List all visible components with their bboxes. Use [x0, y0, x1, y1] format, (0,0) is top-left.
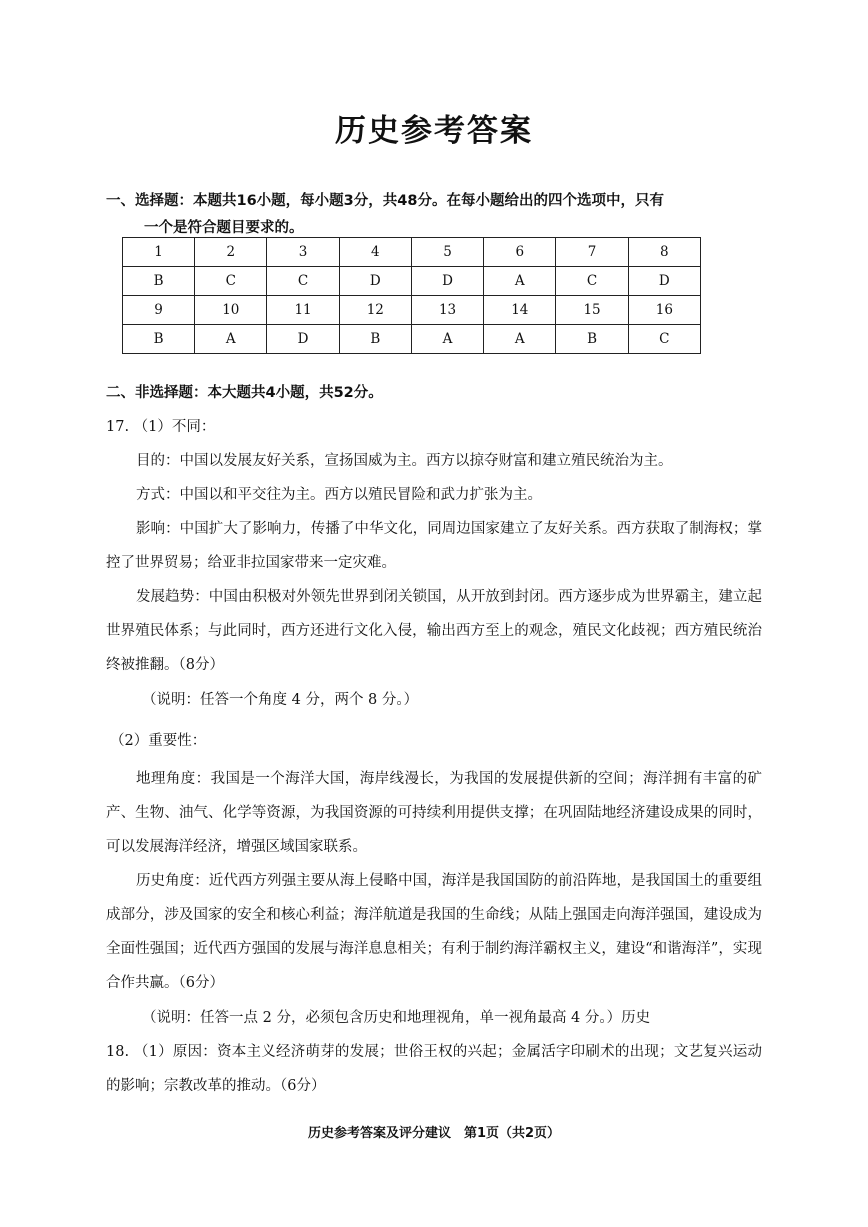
q18-part1: 18. （1）原因：资本主义经济萌芽的发展；世俗王权的兴起；金属活字印刷术的出现；文艺复兴运动的影响；宗教改革的推动。（6分）	[106, 1044, 762, 1094]
table-cell: 11	[267, 296, 339, 325]
table-cell: 16	[628, 296, 700, 325]
table-cell: 8	[628, 238, 700, 267]
page-title: 历史参考答案	[335, 113, 533, 149]
table-cell: C	[556, 267, 628, 296]
table-row	[123, 267, 701, 296]
table-row	[123, 296, 701, 325]
table-cell: 7	[556, 238, 628, 267]
table-cell: D	[628, 267, 700, 296]
table-cell: C	[195, 267, 267, 296]
table-cell: C	[267, 267, 339, 296]
table-cell: 6	[484, 238, 556, 267]
table-cell: C	[628, 325, 700, 354]
table-cell: A	[484, 267, 556, 296]
table-cell: D	[267, 325, 339, 354]
section2-heading: 二、非选择题：本大题共4小题，共52分。	[106, 385, 383, 401]
table-cell: 3	[267, 238, 339, 267]
page-footer: 历史参考答案及评分建议 第1页（共2页）	[307, 1126, 561, 1141]
q17-geo-angle: 地理角度：我国是一个海洋大国，海岸线漫长，为我国的发展提供新的空间；海洋拥有丰富的矿产、生物、油气、化学等资源，为我国资源的可持续利用提供支撑；在巩固陆地经济建设成果的同时，可以发展海洋经济，增强区域国家联系。	[106, 771, 762, 855]
table-cell: A	[484, 325, 556, 354]
table-cell: D	[411, 267, 483, 296]
table-cell: B	[123, 325, 195, 354]
q17-note2: （说明：任答一点 2 分，必须包含历史和地理视角，单一视角最高 4 分。）历史	[142, 1010, 651, 1026]
table-cell: B	[556, 325, 628, 354]
table-cell: 2	[195, 238, 267, 267]
q17-trend: 发展趋势：中国由积极对外领先世界到闭关锁国，从开放到封闭。西方逐步成为世界霸主，建立起世界殖民体系；与此同时，西方还进行文化入侵，输出西方至上的观念，殖民文化歧视；西方殖民统治终被推翻。（8分）	[106, 589, 762, 673]
table-cell: A	[411, 325, 483, 354]
table-cell: 13	[411, 296, 483, 325]
table-cell: 5	[411, 238, 483, 267]
table-cell: 1	[123, 238, 195, 267]
table-cell: 10	[195, 296, 267, 325]
section1-heading: 一、选择题：本题共16小题，每小题3分，共48分。在每小题给出的四个选项中，只有	[106, 193, 664, 209]
table-cell: 12	[339, 296, 411, 325]
table-cell: B	[123, 267, 195, 296]
table-cell: 14	[484, 296, 556, 325]
q17-part2-label: （2）重要性：	[110, 733, 207, 749]
q17-part1-label: 17. （1）不同：	[106, 419, 216, 435]
table-cell: 15	[556, 296, 628, 325]
answer-table	[122, 237, 701, 354]
q17-impact: 影响：中国扩大了影响力，传播了中华文化，同周边国家建立了友好关系。西方获取了制海权；掌控了世界贸易；给亚非拉国家带来一定灾难。	[106, 521, 762, 571]
table-cell: 9	[123, 296, 195, 325]
table-cell: A	[195, 325, 267, 354]
q17-purpose: 目的：中国以发展友好关系，宣扬国威为主。西方以掠夺财富和建立殖民统治为主。	[136, 453, 673, 469]
table-row	[123, 325, 701, 354]
table-cell: 4	[339, 238, 411, 267]
table-cell: B	[339, 325, 411, 354]
table-row	[123, 238, 701, 267]
table-cell: D	[339, 267, 411, 296]
q17-hist-angle: 历史角度：近代西方列强主要从海上侵略中国，海洋是我国国防的前沿阵地，是我国国土的重要组成部分，涉及国家的安全和核心利益；海洋航道是我国的生命线；从陆上强国走向海洋强国，建设成为全面性强国；近代西方强国的发展与海洋息息相关；有利于制约海洋霸权主义，建设“和谐海洋”，实现合作共赢。（6分）	[106, 873, 762, 991]
q17-note1: （说明：任答一个角度 4 分，两个 8 分。）	[142, 692, 419, 708]
q17-method: 方式：中国以和平交往为主。西方以殖民冒险和武力扩张为主。	[136, 487, 542, 503]
section1-heading-cont: 一个是符合题目要求的。	[144, 220, 304, 236]
